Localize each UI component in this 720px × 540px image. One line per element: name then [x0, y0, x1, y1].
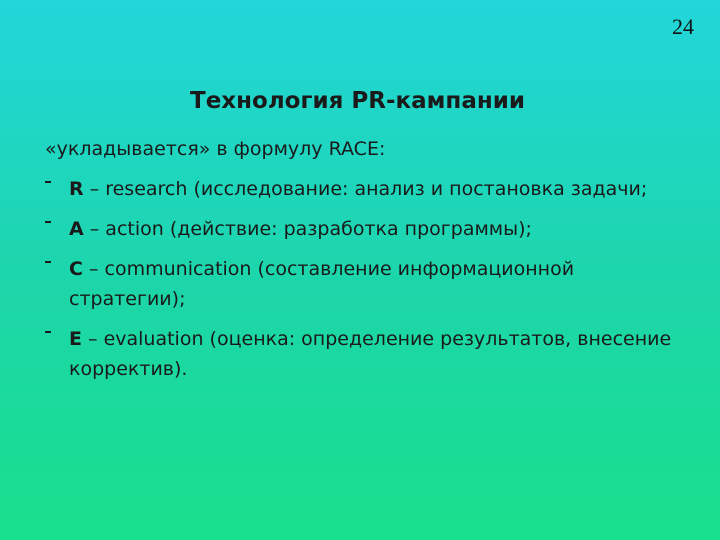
slide-title: Технология PR-кампании — [190, 88, 525, 114]
list-item-research — [45, 174, 685, 204]
item-letter: E — [69, 328, 82, 350]
bullet-dash-icon — [45, 221, 51, 223]
intro-text: «укладывается» в формулу RACE: — [45, 138, 386, 160]
item-text: – communication (составление информационной стратегии); — [69, 258, 575, 310]
page-number: 24 — [672, 14, 694, 39]
bullet-dash-icon — [45, 331, 51, 333]
bullet-dash-icon — [45, 181, 51, 183]
item-letter: A — [69, 218, 84, 240]
list-item-communication — [45, 254, 685, 314]
item-letter: R — [69, 178, 84, 200]
item-text: – action (действие: разработка программы); — [83, 218, 532, 240]
bullet-dash-icon — [45, 261, 51, 263]
list-item-evaluation — [45, 324, 685, 384]
item-text: – evaluation (оценка: определение результатов, внесение корректив). — [69, 328, 672, 380]
item-letter: C — [69, 258, 83, 280]
list-item-action — [45, 214, 685, 244]
race-list — [45, 174, 685, 394]
item-text: – research (исследование: анализ и постановка задачи; — [83, 178, 648, 200]
